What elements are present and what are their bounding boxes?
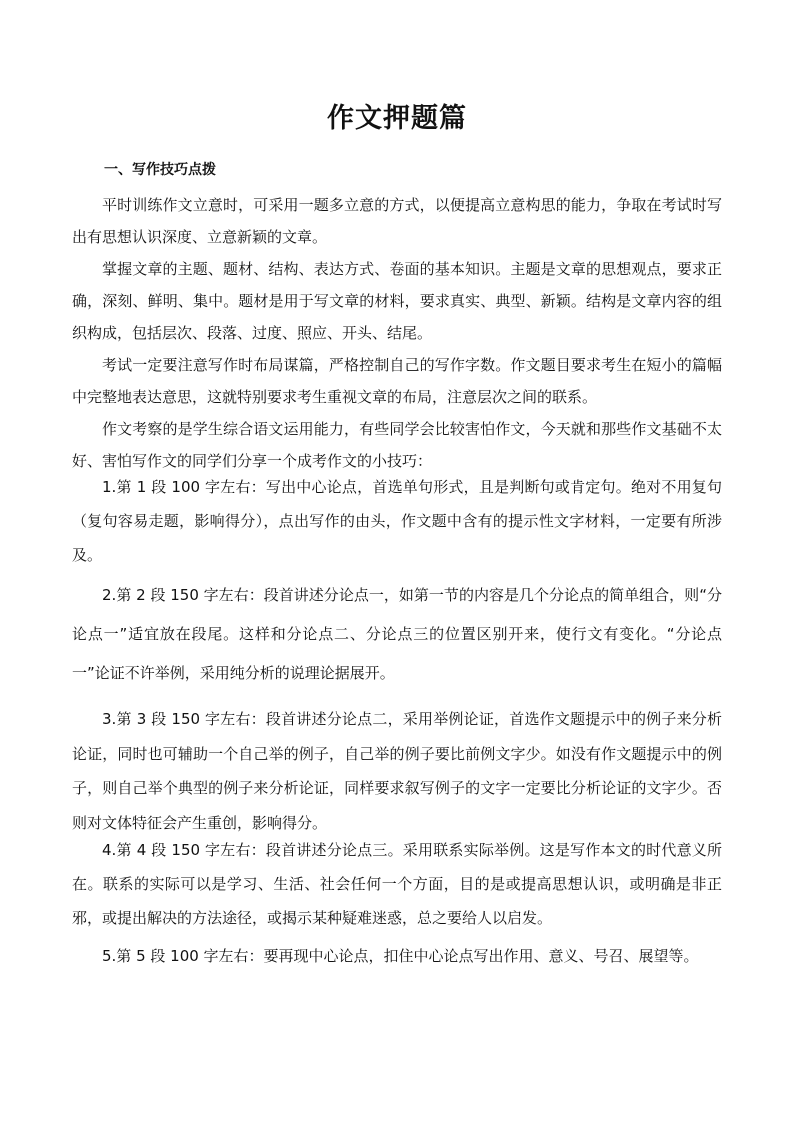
tip-paragraph-1: 1.第 1 段 100 字左右：写出中心论点，首选单句形式，且是判断句或肯定句。绝对不用复句（复句容易走题，影响得分），点出写作的由头，作文题中含有的提示性文字材料，一定要有所涉及。 — [72, 478, 722, 564]
paragraph-2: 掌握文章的主题、题材、结构、表达方式、卷面的基本知识。主题是文章的思想观点，要求正确，深刻、鲜明、集中。题材是用于写文章的材料，要求真实、典型、新颖。结构是文章内容的组织构成，包括层次、段落、过度、照应、开头、结尾。 — [72, 260, 722, 342]
tip-paragraph-5: 5.第 5 段 100 字左右：要再现中心论点，扣住中心论点写出作用、意义、号召、展望等。 — [102, 947, 699, 965]
tip-paragraph-2: 2.第 2 段 150 字左右：段首讲述分论点一，如第一节的内容是几个分论点的简单组合，则“分论点一”适宜放在段尾。这样和分论点二、分论点三的位置区别开来，使行文有变化。“分论点一”论证不许举例，采用纯分析的说理论据展开。 — [72, 586, 722, 682]
paragraph-4: 作文考察的是学生综合语文运用能力，有些同学会比较害怕作文，今天就和那些作文基础不太好、害怕写作文的同学们分享一个成考作文的小技巧： — [72, 420, 722, 470]
tip-paragraph-4: 4.第 4 段 150 字左右：段首讲述分论点三。采用联系实际举例。这是写作本文的时代意义所在。联系的实际可以是学习、生活、社会任何一个方面，目的是或提高思想认识，或明确是非正邪，或提出解决的方法途径，或揭示某种疑难迷惑，总之要给人以启发。 — [72, 841, 722, 927]
paragraph-3: 考试一定要注意写作时布局谋篇，严格控制自己的写作字数。作文题目要求考生在短小的篇幅中完整地表达意思，这就特别要求考生重视文章的布局，注意层次之间的联系。 — [72, 356, 722, 406]
tip-paragraph-3: 3.第 3 段 150 字左右：段首讲述分论点二，采用举例论证，首选作文题提示中的例子来分析论证，同时也可辅助一个自己举的例子，自己举的例子要比前例文字少。如没有作文题提示中的例子，则自己举个典型的例子来分析论证，同样要求叙写例子的文字一定要比分析论证的文字少。否则对文体特征会产生重创，影响得分。 — [72, 710, 722, 832]
section-heading: 一、写作技巧点拨 — [104, 162, 216, 178]
paragraph-1: 平时训练作文立意时，可采用一题多立意的方式，以便提高立意构思的能力，争取在考试时写出有思想认识深度、立意新颖的文章。 — [72, 196, 722, 246]
document-title: 作文押题篇 — [327, 103, 467, 134]
